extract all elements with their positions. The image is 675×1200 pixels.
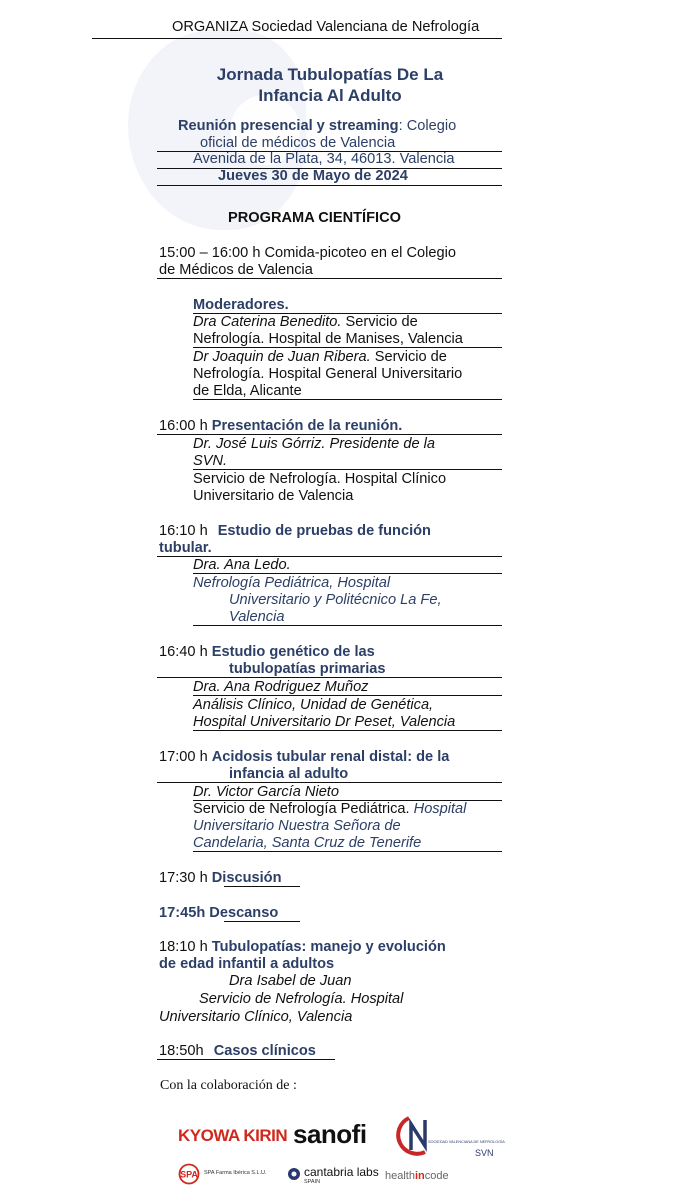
- address: Avenida de la Plata, 34, 46013. Valencia: [193, 151, 455, 167]
- session-7-title-line1: Tubulopatías: manejo y evolución: [211, 939, 446, 955]
- session-3-title-line1: Estudio genético de las: [211, 644, 375, 660]
- venue-line2: oficial de médicos de Valencia: [200, 135, 396, 151]
- session-7-title-line2: de edad infantil a adultos: [159, 956, 335, 972]
- cantabria-labs-logo: [287, 1165, 379, 1187]
- sanofi-logo: [293, 1119, 367, 1150]
- rule: [193, 399, 502, 400]
- kyowa-kirin-logo: [178, 1126, 287, 1146]
- session-3-time: 16:40 h: [159, 644, 212, 660]
- session-7-speaker: Dra Isabel de Juan: [229, 973, 352, 989]
- svn-text: SVN: [475, 1148, 494, 1158]
- session-1-speaker-line2: SVN.: [193, 453, 228, 469]
- session-5-heading: [159, 870, 282, 887]
- session-2-heading: [159, 523, 431, 540]
- rule: [193, 469, 502, 470]
- session-6-break: 17:45h Descanso: [159, 905, 279, 921]
- session-4-aff-line2: Universitario Nuestra Señora de: [193, 818, 401, 834]
- event-title-line2: Infancia Al Adulto: [258, 86, 402, 105]
- sanofi-text: sanofi: [293, 1119, 367, 1149]
- rule: [157, 677, 502, 678]
- session-1-time: 16:00 h: [159, 418, 212, 434]
- moderators-label: Moderadores.: [193, 297, 289, 313]
- session-7-time: 18:10 h: [159, 939, 212, 955]
- event-title-line1: Jornada Tubulopatías De La: [216, 65, 444, 84]
- session-4-title-line1: Acidosis tubular renal distal: de la: [211, 749, 450, 765]
- session-3-title-line2: tubulopatías primarias: [229, 661, 386, 677]
- session-5-title: Discusión: [211, 870, 282, 886]
- session-2-time: 16:10 h: [159, 523, 208, 539]
- venue-line1: [178, 118, 456, 135]
- session-3-aff-line2: Hospital Universitario Dr Peset, Valencia: [193, 714, 456, 730]
- session-8-time: 18:50h: [159, 1043, 208, 1059]
- session-1-aff-line2: Universitario de Valencia: [193, 488, 354, 504]
- session-8-title: Casos clínicos: [213, 1043, 316, 1059]
- rule: [193, 851, 502, 852]
- mod2-line1: [193, 349, 447, 366]
- session-1-title: Presentación de la reunión.: [211, 418, 403, 434]
- rule: [193, 695, 502, 696]
- healthincode-b: in: [414, 1170, 425, 1182]
- rule: [193, 625, 502, 626]
- kyowa-kirin-text: KYOWA KIRIN: [178, 1126, 288, 1145]
- session-1-heading: [159, 418, 402, 435]
- session-3-speaker: Dra. Ana Rodriguez Muñoz: [193, 679, 369, 695]
- rule: [224, 921, 300, 922]
- svn-small-text: SOCIEDAD VALENCIANA DE NEFROLOGÍA: [428, 1140, 505, 1144]
- lunch-line2: de Médicos de Valencia: [159, 262, 313, 278]
- mod2-line3: de Elda, Alicante: [193, 383, 302, 399]
- organizer-line: ORGANIZA Sociedad Valenciana de Nefrología: [172, 19, 480, 35]
- collaboration-label: Con la colaboración de :: [160, 1078, 297, 1093]
- spa-logo: [178, 1163, 278, 1187]
- mod1-rest: Servicio de: [341, 314, 418, 330]
- healthincode-c: code: [424, 1170, 449, 1182]
- session-4-heading: [159, 749, 449, 766]
- cantabria-text: cantabria labs: [304, 1165, 379, 1179]
- cantabria-emblem-icon: [287, 1167, 301, 1181]
- session-4-aff-line1: [193, 801, 466, 818]
- rule: [157, 782, 502, 783]
- healthincode-logo: [385, 1170, 449, 1182]
- rule: [157, 1059, 335, 1060]
- mode-label: Reunión presencial y streaming: [178, 118, 399, 134]
- mod2-line2: Nefrología. Hospital General Universitario: [193, 366, 463, 382]
- rule: [92, 38, 502, 39]
- session-2-speaker: Dra. Ana Ledo.: [193, 557, 291, 573]
- session-2-aff-line3: Valencia: [229, 609, 285, 625]
- session-7-aff-line2: Universitario Clínico, Valencia: [159, 1009, 353, 1025]
- healthincode-a: health: [385, 1170, 415, 1182]
- svg-text:SPA: SPA: [180, 1169, 198, 1180]
- session-4-aff-line3: Candelaria, Santa Cruz de Tenerife: [193, 835, 422, 851]
- rule: [193, 730, 502, 731]
- session-4-time: 17:00 h: [159, 749, 212, 765]
- mod2-name: Dr Joaquin de Juan Ribera.: [193, 349, 371, 365]
- session-8-heading: [159, 1043, 316, 1060]
- svn-emblem-icon: [395, 1112, 439, 1156]
- session-7-aff-line1: Servicio de Nefrología. Hospital: [199, 991, 404, 1007]
- rule: [224, 886, 300, 887]
- program-heading: PROGRAMA CIENTÍFICO: [228, 210, 401, 226]
- session-1-speaker-line1: Dr. José Luis Górriz. Presidente de la: [193, 436, 435, 452]
- spa-text: SPA Farma Ibérica S.L.U.: [204, 1170, 267, 1176]
- mod1-name: Dra Caterina Benedito.: [193, 314, 342, 330]
- spa-emblem-icon: [178, 1163, 200, 1185]
- session-4-title-line2: infancia al adulto: [229, 766, 349, 782]
- session-2-aff-line1: Nefrología Pediátrica, Hospital: [193, 575, 391, 591]
- rule: [157, 185, 502, 186]
- rule: [157, 434, 502, 435]
- session-2-title-line2: tubular.: [159, 540, 212, 556]
- rule: [193, 573, 502, 574]
- session-1-aff-line1: Servicio de Nefrología. Hospital Clínico: [193, 471, 447, 487]
- session-2-title-line1: Estudio de pruebas de función: [217, 523, 431, 539]
- mod1-line1: [193, 314, 418, 331]
- lunch-line1: 15:00 – 16:00 h Comida-picoteo en el Colegio: [159, 245, 456, 261]
- session-7-heading: [159, 939, 446, 956]
- event-title: [150, 64, 510, 106]
- session-4-aff-service: Servicio de Nefrología Pediátrica.: [193, 801, 410, 817]
- cantabria-sub-text: SPAIN: [304, 1179, 321, 1185]
- session-4-speaker: Dr. Victor García Nieto: [193, 784, 339, 800]
- mod1-line2: Nefrología. Hospital de Manises, Valencia: [193, 331, 463, 347]
- session-2-aff-line2: Universitario y Politécnico La Fe,: [229, 592, 442, 608]
- mod2-rest: Servicio de: [370, 349, 447, 365]
- rule: [193, 347, 502, 348]
- venue-rest: : Colegio: [398, 118, 457, 134]
- session-5-time: 17:30 h: [159, 870, 212, 886]
- rule: [157, 278, 502, 279]
- event-date: Jueves 30 de Mayo de 2024: [218, 168, 408, 184]
- session-4-aff-hospital: Hospital: [409, 801, 467, 817]
- session-3-aff-line1: Análisis Clínico, Unidad de Genética,: [193, 697, 434, 713]
- session-3-heading: [159, 644, 375, 661]
- svn-logo: [395, 1112, 505, 1160]
